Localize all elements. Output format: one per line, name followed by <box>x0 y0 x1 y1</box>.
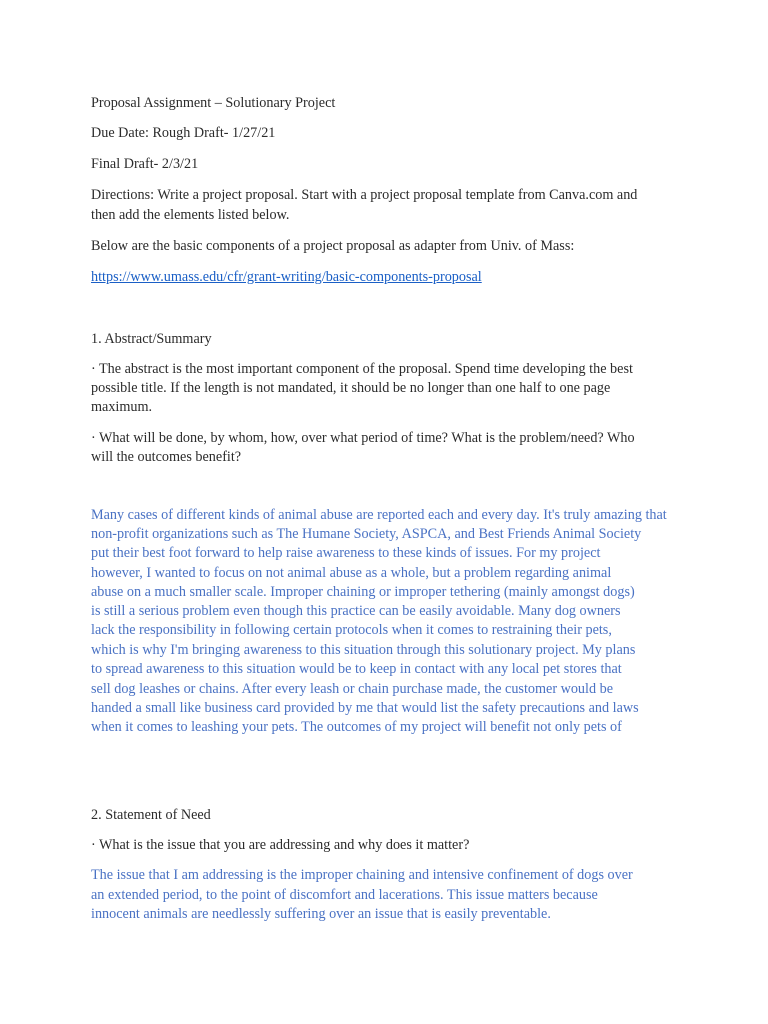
section1-bullet1-line: maximum. <box>91 399 153 415</box>
section1-answer-line: when it comes to leashing your pets. The outcomes of my project will benefit not only pets of <box>91 719 622 735</box>
section1-bullet2-line: will the outcomes benefit? <box>91 449 242 465</box>
section2-answer-line: innocent animals are needlessly suffering over an issue that is easily preventable. <box>91 906 551 922</box>
section2-heading: 2. Statement of Need <box>91 807 211 823</box>
document-title: Proposal Assignment – Solutionary Project <box>91 95 336 111</box>
section2-answer-line: an extended period, to the point of discomfort and lacerations. This issue matters because <box>91 887 598 903</box>
section1-answer-line: Many cases of different kinds of animal abuse are reported each and every day. It's truly amazing that <box>91 507 667 523</box>
directions-line: then add the elements listed below. <box>91 207 290 223</box>
reference-link[interactable]: https://www.umass.edu/cfr/grant-writing/basic-components-proposal <box>91 269 482 285</box>
section1-answer-line: however, I wanted to focus on not animal abuse as a whole, but a problem regarding animal <box>91 565 612 581</box>
section1-answer-line: sell dog leashes or chains. After every leash or chain purchase made, the customer would be <box>91 681 613 697</box>
section1-answer-line: non-profit organizations such as The Humane Society, ASPCA, and Best Friends Animal Society <box>91 526 642 542</box>
section1-answer-line: is still a serious problem even though this practice can be easily avoidable. Many dog owners <box>91 603 621 619</box>
section1-answer-line: which is why I'm bringing awareness to this situation through this solutionary project. My plans <box>91 642 636 658</box>
section1-bullet1-line: · The abstract is the most important component of the proposal. Spend time developing the best <box>91 361 633 377</box>
section1-bullet2-line: · What will be done, by whom, how, over what period of time? What is the problem/need? Who <box>91 430 635 446</box>
section1-answer-line: put their best foot forward to help raise awareness to these kinds of issues. For my project <box>91 545 601 561</box>
section2-bullet1: · What is the issue that you are addressing and why does it matter? <box>91 837 470 853</box>
components-intro: Below are the basic components of a project proposal as adapter from Univ. of Mass: <box>91 238 575 254</box>
final-draft-date: Final Draft- 2/3/21 <box>91 156 199 172</box>
section1-heading: 1. Abstract/Summary <box>91 331 212 347</box>
section1-answer-line: abuse on a much smaller scale. Improper chaining or improper tethering (mainly amongst dogs) <box>91 584 635 600</box>
directions-line: Directions: Write a project proposal. Start with a project proposal template from Canva.com and <box>91 187 638 203</box>
section2-answer-line: The issue that I am addressing is the improper chaining and intensive confinement of dogs over <box>91 867 633 883</box>
section1-answer-line: lack the responsibility in following certain protocols when it comes to restraining their pets, <box>91 622 612 638</box>
section1-answer-line: handed a small like business card provided by me that would list the safety precautions and laws <box>91 700 639 716</box>
section1-answer-line: to spread awareness to this situation would be to keep in contact with any local pet stores that <box>91 661 622 677</box>
section1-bullet1-line: possible title. If the length is not mandated, it should be no longer than one half to one page <box>91 380 611 396</box>
due-date: Due Date: Rough Draft- 1/27/21 <box>91 125 276 141</box>
